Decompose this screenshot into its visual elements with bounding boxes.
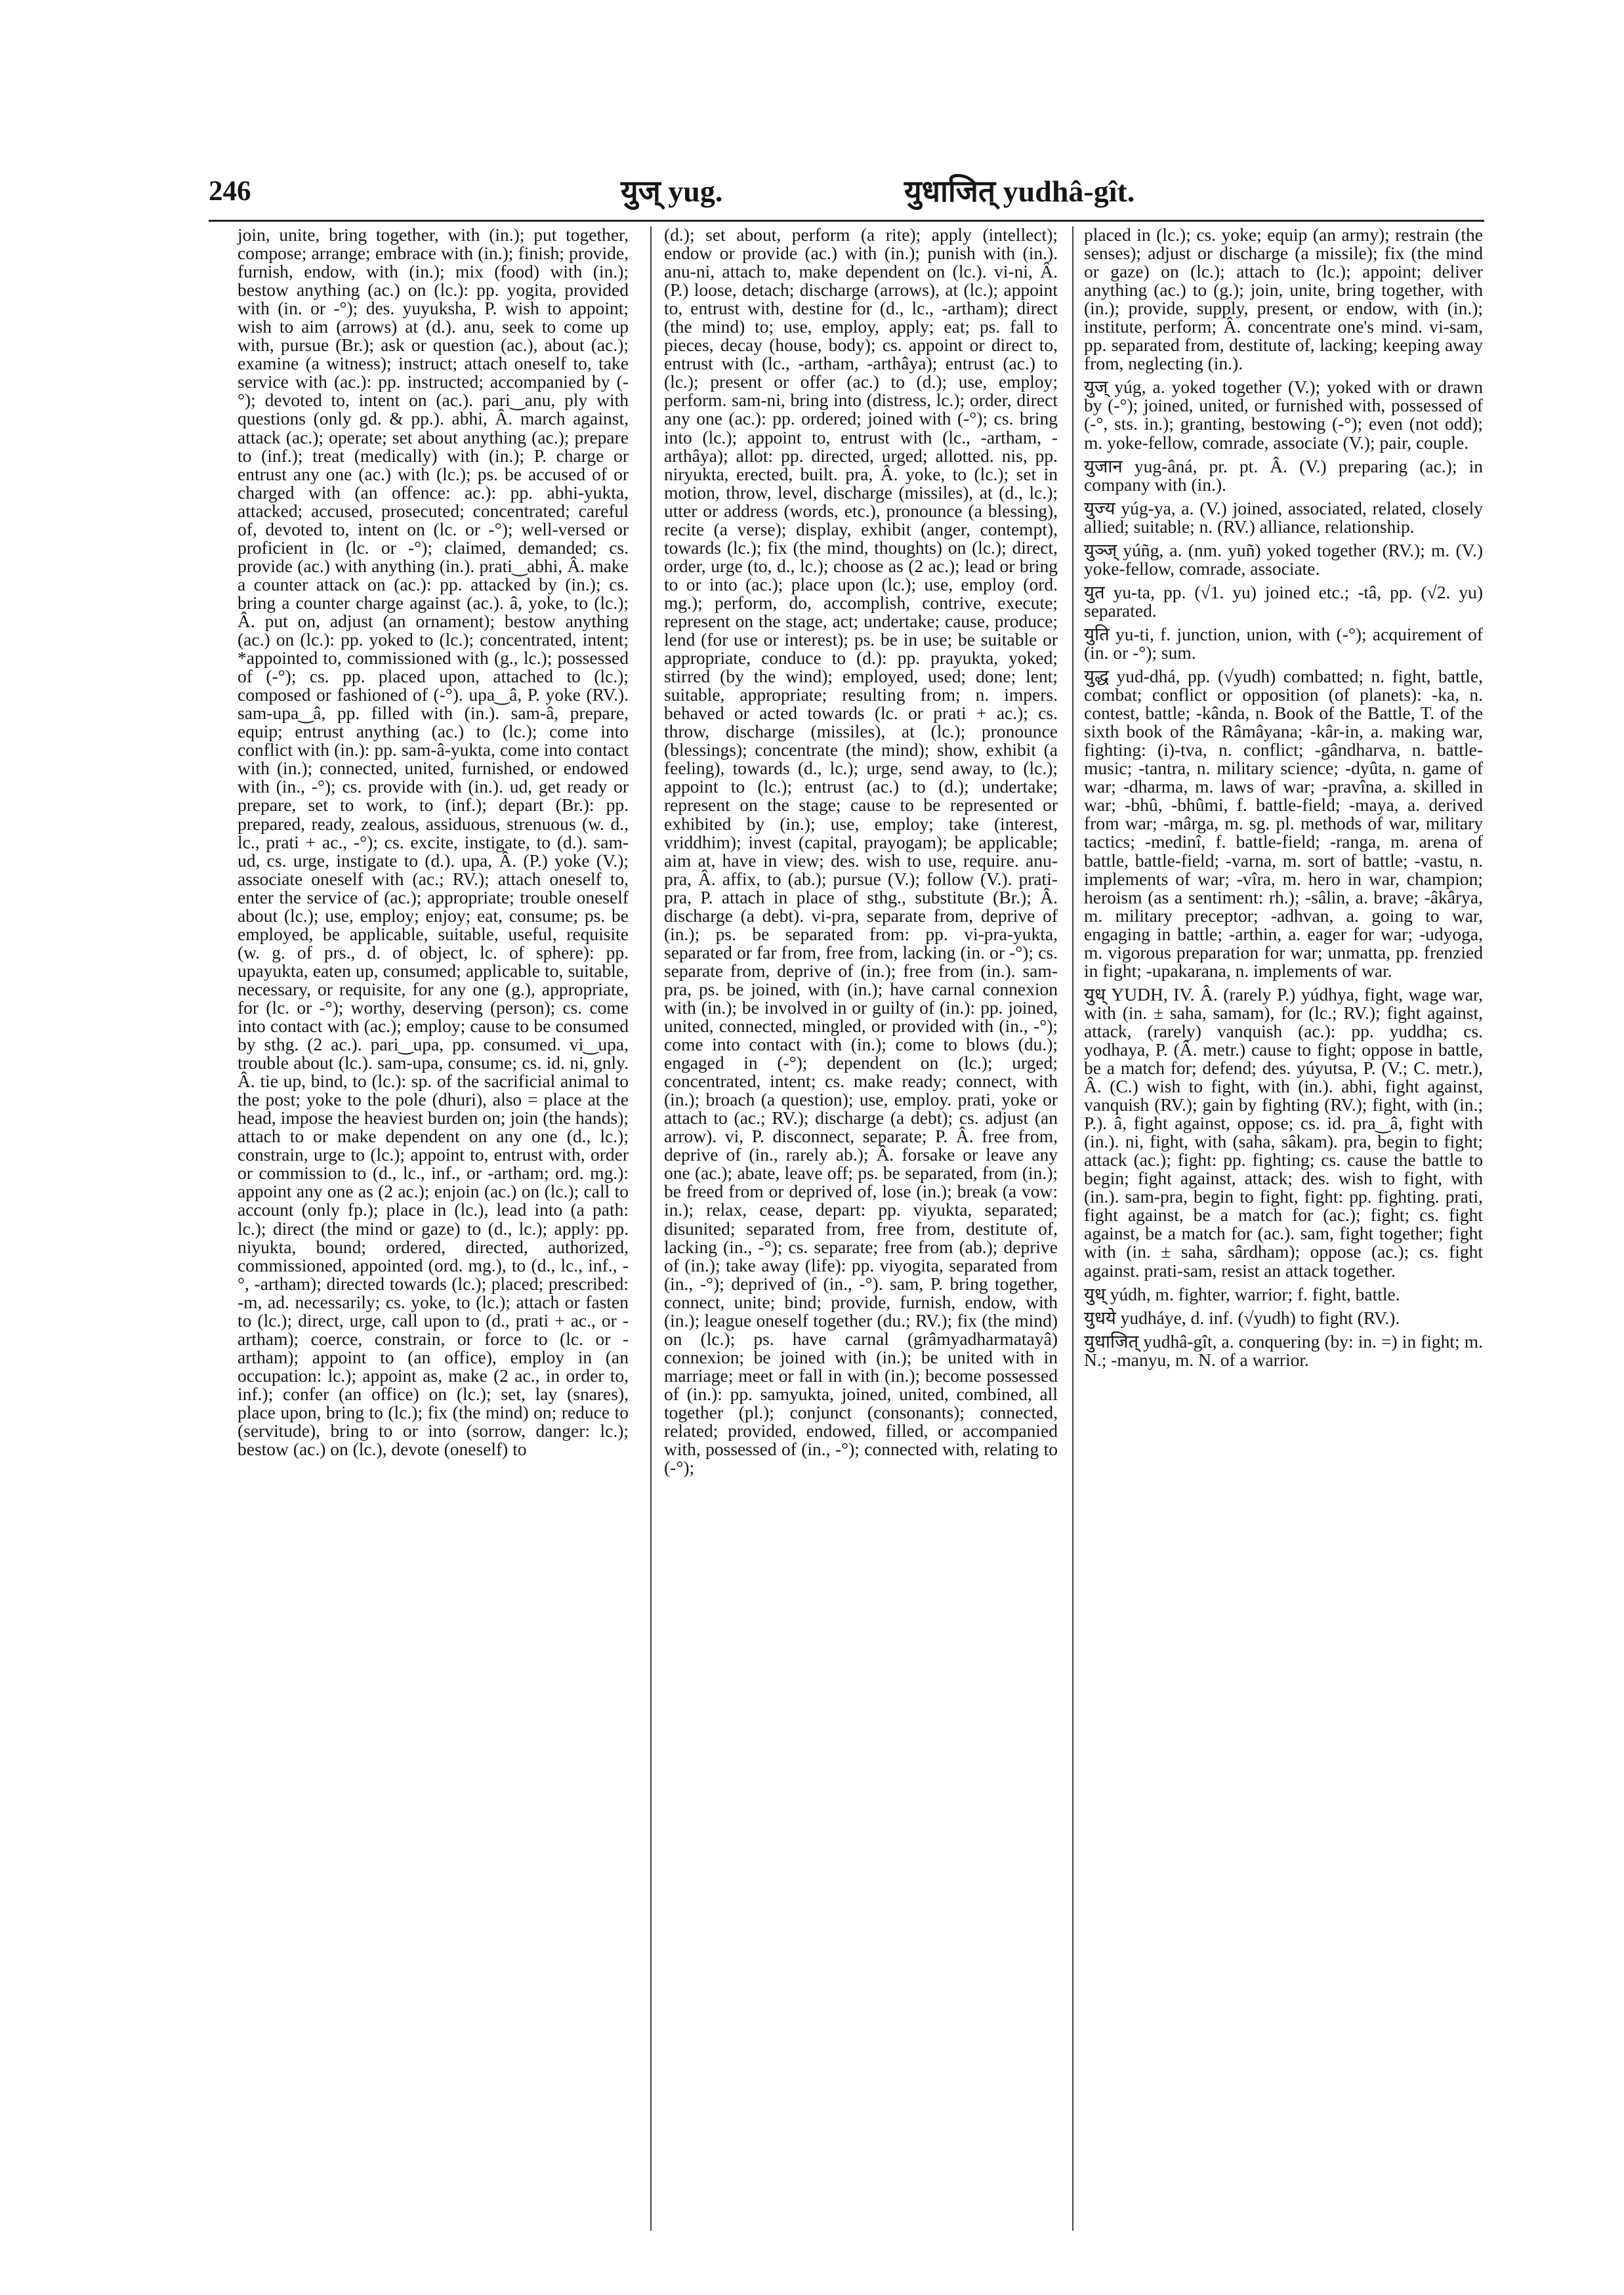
column-divider	[1072, 226, 1073, 2231]
dictionary-entry: युधाजित् yudhâ-gît, a. conquering (by: in. =) in fight; m. N.; -manyu, m. N. of a warrior.	[1084, 1331, 1483, 1370]
dictionary-entry: युधये yudháye, d. inf. (√yudh) to fight (RV.).	[1084, 1307, 1400, 1328]
dictionary-entry: युत yu-ta, pp. (√1. yu) joined etc.; -tâ, pp. (√2. yu) separated.	[1084, 581, 1483, 621]
dictionary-entry: युति yu-ti, f. junction, union, with (-°); acquirement of (in. or -°); sum.	[1084, 623, 1483, 663]
dictionary-entry: युद्ध yud-dhá, pp. (√yudh) combatted; n. fight, battle, combat; conflict or opposition (of planets): -ka, n. contest, battle; -kânda, n. Book of the Battle, T. of the sixth book of the Râmâyana; -kâr-in, a. making war, fighting: (i)-tva, n. conflict; -gândharva, n. battle-music; -tantra, n. military science; -dyûta, n. game of war; -dharma, m. laws of war; -pravîna, a. skilled in war; -bhû, -bhûmi, f. battle-field; -maya, a. derived from war; -mârga, m. sg. pl. methods of war, military tactics; -medinî, f. battle-field; -ranga, m. arena of battle, battle-field; -varna, m. sort of battle; -vastu, n. implements of war; -vîra, m. hero in war, champion; heroism (as a sentiment: rh.); -sâlin, a. brave; -âkârya, m. military preceptor; -adhvan, a. going to war, engaging in battle; -arthin, a. eager for war; -udyoga, m. vigorous preparation for war; unmatta, pp. frenzied in fight; -upakarana, n. implements of war.	[1084, 666, 1483, 981]
dictionary-entry-text: placed in (lc.); cs. yoke; equip (an army); restrain (the senses); adjust or discharge (a missile); fix (the mind or gaze) on (lc.); attach to (lc.); appoint; deliver anything (ac.) to (g.); join, unite, bring together, with (in.); provide, supply, present, or endow, with (in.); institute, perform; Â. concentrate one's mind. vi-sam, pp. separated from, destitute of, lacking; keeping away from, neglecting (in.).	[1084, 224, 1483, 374]
column-2	[664, 226, 1058, 1477]
column-3	[1084, 226, 1483, 1369]
header-rule	[209, 220, 1484, 222]
dictionary-entry: युध् YUDH, IV. Â. (rarely P.) yúdhya, fight, wage war, with (in. ± saha, samam), for (lc.; RV.); fight against, attack, (rarely) vanquish (ac.): pp. yuddha; cs. yodhaya, P. (Â. metr.) cause to fight; oppose in battle, be a match for; defend; des. yúyutsa, P. (V.; C. metr.), Â. (C.) wish to fight, with (in.). abhi, fight against, vanquish (RV.); gain by fighting (RV.); fight, with (in.; P.). â, fight against, oppose; cs. id. pra‿â, fight with (in.). ni, fight, with (saha, sâkam). pra, begin to fight; attack (ac.); fight: pp. fighting; cs. cause the battle to begin; fight against, attack; des. wish to fight, with (in.). sam-pra, begin to fight, fight: pp. fighting. prati, fight against, be a match for (ac.); fight; cs. fight against, be a match for (ac.). sam, fight together; fight with (in. ± saha, sârdham); oppose (ac.); cs. fight against. prati-sam, resist an attack together.	[1084, 983, 1483, 1281]
dictionary-entry: युज्य yúg-ya, a. (V.) joined, associated, related, closely allied; suitable; n. (RV.) alliance, relationship.	[1084, 497, 1483, 537]
dictionary-entry: युध् yúdh, m. fighter, warrior; f. fight, battle.	[1084, 1283, 1400, 1304]
column-1	[238, 226, 629, 1458]
dictionary-entry: युजान yug-âná, pr. pt. Â. (V.) preparing (ac.); in company with (in.).	[1084, 455, 1483, 495]
dictionary-entry: युज् yúg, a. yoked together (V.); yoked with or drawn by (-°); joined, united, or furnished with, possessed of (-°, sts. in.); granting, bestowing (-°); even (not odd); m. yoke-fellow, comrade, associate (V.); pair, couple.	[1084, 377, 1483, 453]
page-header	[209, 172, 1482, 218]
dictionary-entry-text: join, unite, bring together, with (in.); put together, compose; arrange; embrace with (in.); finish; provide, furnish, endow, with (in.); mix (food) with (in.); bestow anything (ac.) on (lc.): pp. yogita, provided with (in. or -°); des. yuyuksha, P. wish to appoint; wish to aim (arrows) at (d.). anu, seek to come up with, pursue (Br.); ask or question (ac.), about (ac.); examine (a witness); instruct; attach oneself to, take service with (ac.): pp. instructed; accompanied by (-°); devoted to, intent on (ac.). pari‿anu, ply with questions (only gd. & pp.). abhi, Â. march against, attack (ac.); operate; set about anything (ac.); prepare to (inf.); treat (medically) with (in.); P. charge or entrust any one (ac.) with (lc.); ps. be accused of or charged with (an offence: ac.): pp. abhi-yukta, attacked; accused, prosecuted; concentrated; careful of, devoted to, intent on (lc. or -°); well-versed or proficient in (lc. or -°); claimed, demanded; cs. provide (ac.) with anything (in.). prati‿abhi, Â. make a counter attack on (ac.): pp. attacked by (in.); cs. bring a counter charge against (ac.). â, yoke, to (lc.); Â. put on, adjust (an ornament); bestow anything (ac.) on (lc.): pp. yoked to (lc.); concentrated, intent; *appointed to, commissioned with (g., lc.); possessed of (-°); cs. pp. placed upon, attached to (lc.); composed or fashioned of (-°). upa‿â, P. yoke (RV.). sam-upa‿â, pp. filled with (in.). sam-â, prepare, equip; entrust anything (ac.) to (lc.); come into conflict with (in.): pp. sam-â-yukta, come into contact with (in.); connected, united, furnished, or endowed with (in., -°); cs. provide with (in.). ud, get ready or prepare, set to work, to (inf.); depart (Br.): pp. prepared, ready, zealous, assiduous, strenuous (w. d., lc., prati + ac., -°); cs. excite, instigate, to (d.). sam-ud, cs. urge, instigate to (d.). upa, Â. (P.) yoke (V.); associate oneself with (ac.; RV.); attach oneself to, enter the service of (ac.); appropriate; trouble oneself about (lc.); use, employ; enjoy; eat, consume; ps. be employed, be applicable, suitable, useful, requisite (w. g. of prs., d. of object, lc. of sphere): pp. upayukta, eaten up, consumed; applicable to, suitable, necessary, or requisite, for any one (g.), appropriate, for (lc. or -°); worthy, deserving (person); cs. come into contact with (ac.); employ; cause to be consumed by sthg. (2 ac.). pari‿upa, pp. consumed. vi‿upa, trouble about (lc.). sam-upa, consume; cs. id. ni, gnly. Â. tie up, bind, to (lc.): sp. of the sacrificial animal to the post; yoke to the pole (dhuri), also = place at the head, impose the heaviest burden on; join (the hands); attach to or make dependent on any one (d., lc.); constrain, urge to (lc.); appoint to, entrust with, order or commission to (d., lc., inf., or -artham; ord. mg.): appoint any one as (2 ac.); enjoin (ac.) on (lc.); call to account (only fp.); place in (lc.), lead into (a path: lc.); direct (the mind or gaze) to (d., lc.); apply: pp. niyukta, bound; ordered, directed, authorized, commissioned, appointed (ord. mg.), to (d., lc., inf., -°, -artham); directed towards (lc.); placed; prescribed: -m, ad. necessarily; cs. yoke, to (lc.); attach or fasten to (lc.); direct, urge, call upon to (d., prati + ac., or -artham); coerce, constrain, or force to (lc. or -artham); appoint to (an office), employ in (an occupation: lc.); appoint as, make (2 ac., in order to, inf.); confer (an office) on (lc.); set, lay (snares), place upon, bring to (lc.); fix (the mind) on; reduce to (servitude), bring to or into (sorrow, danger: lc.); bestow (ac.) on (lc.), devote (oneself) to	[238, 224, 629, 1460]
right-guide-word: युधाजित् yudhâ-gît.	[904, 175, 1135, 208]
column-divider	[650, 226, 652, 2231]
page-number: 246	[209, 176, 251, 207]
left-guide-word: युज् yug.	[621, 175, 723, 208]
dictionary-entry-text: (d.); set about, perform (a rite); apply (intellect); endow or provide (ac.) with (in.); punish with (in.). anu-ni, attach to, make dependent on (lc.). vi-ni, Â. (P.) loose, detach; discharge (arrows), at (lc.); appoint to, entrust with, destine for (d., lc., -artham); direct (the mind) to; use, employ, apply; eat; ps. fall to pieces, decay (house, body); cs. appoint or direct to, entrust with (lc., -artham, -arthâya); entrust (ac.) to (lc.); present or offer (ac.) to (d.); use, employ; perform. sam-ni, bring into (distress, lc.); order, direct any one (ac.): pp. ordered; joined with (-°); cs. bring into (lc.); appoint to, entrust with (lc., -artham, -arthâya); allot: pp. directed, urged; allotted. nis, pp. niryukta, erected, built. pra, Â. yoke, to (lc.); set in motion, throw, level, discharge (missiles), at (d., lc.); utter or address (words, etc.), pronounce (a blessing), recite (a verse); display, exhibit (anger, contempt), towards (lc.); fix (the mind, thoughts) on (lc.); direct, order, urge (to, d., lc.); choose as (2 ac.); lead or bring to or into (ac.); place upon (lc.); use, employ (ord. mg.); perform, do, accomplish, contrive, execute; represent on the stage, act; undertake; cause, produce; lend (for use or interest); ps. be in use; be suitable or appropriate, conduce to (d.): pp. prayukta, yoked; stirred (by the wind); employed, used; done; lent; suitable, appropriate; resulting from; n. impers. behaved or acted towards (lc. or prati + ac.); cs. throw, discharge (missiles), at (lc.); pronounce (blessings); concentrate (the mind); show, exhibit (a feeling), towards (d., lc.); urge, send away, to (lc.); appoint to (lc.); entrust (ac.) to (d.); undertake; represent on the stage; cause to be represented or exhibited by (in.); use, employ; take (interest, vriddhim); invest (capital, prayogam); be applicable; aim at, have in view; des. wish to use, require. anu-pra, Â. affix, to (ab.); pursue (V.); follow (V.). prati-pra, P. attach in place of sthg., substitute (Br.); Â. discharge (a debt). vi-pra, separate from, deprive of (in.); ps. be separated from: pp. vi-pra-yukta, separated or far from, free from, lacking (in. or -°); cs. separate from, deprive of (in.); free from (in.). sam-pra, ps. be joined, with (in.); have carnal connexion with (in.); be involved in or guilty of (in.): pp. joined, united, connected, mingled, or provided with (in., -°); come into contact with (in.); come to blows (du.); engaged in (-°); dependent on (lc.); urged; concentrated, intent; cs. make ready; connect, with (in.); broach (a question); use, employ. prati, yoke or attach to (ac.; RV.); discharge (a debt); cs. adjust (an arrow). vi, P. disconnect, separate; P. Â. free from, deprive of (in., rarely ab.); Â. forsake or leave any one (ac.); abate, leave off; ps. be separated, from (in.); be freed from or deprived of, lose (in.); break (a vow: in.); relax, cease, depart: pp. viyukta, separated; disunited; separated from, free from, destitute of, lacking (in., -°); cs. separate; free from (ab.); deprive of (in.); take away (life): pp. viyogita, separated from (in., -°); deprived of (in., -°). sam, P. bring together, connect, unite; bind; provide, furnish, endow, with (in.); league oneself together (du.; RV.); fix (the mind) on (lc.); ps. have carnal (grâmyadharmatayâ) connexion; be joined with (in.); be united with in marriage; meet or fall in with (in.); become possessed of (in.): pp. samyukta, joined, united, combined, all together (pl.); conjunct (consonants); connected, related; provided, endowed, filled, or accompanied with, possessed of (in., -°); connected with, relating to (-°);	[664, 224, 1058, 1478]
dictionary-entry: युञ्ज् yúñg, a. (nm. yuñ) yoked together (RV.); m. (V.) yoke-fellow, comrade, associate.	[1084, 539, 1483, 579]
